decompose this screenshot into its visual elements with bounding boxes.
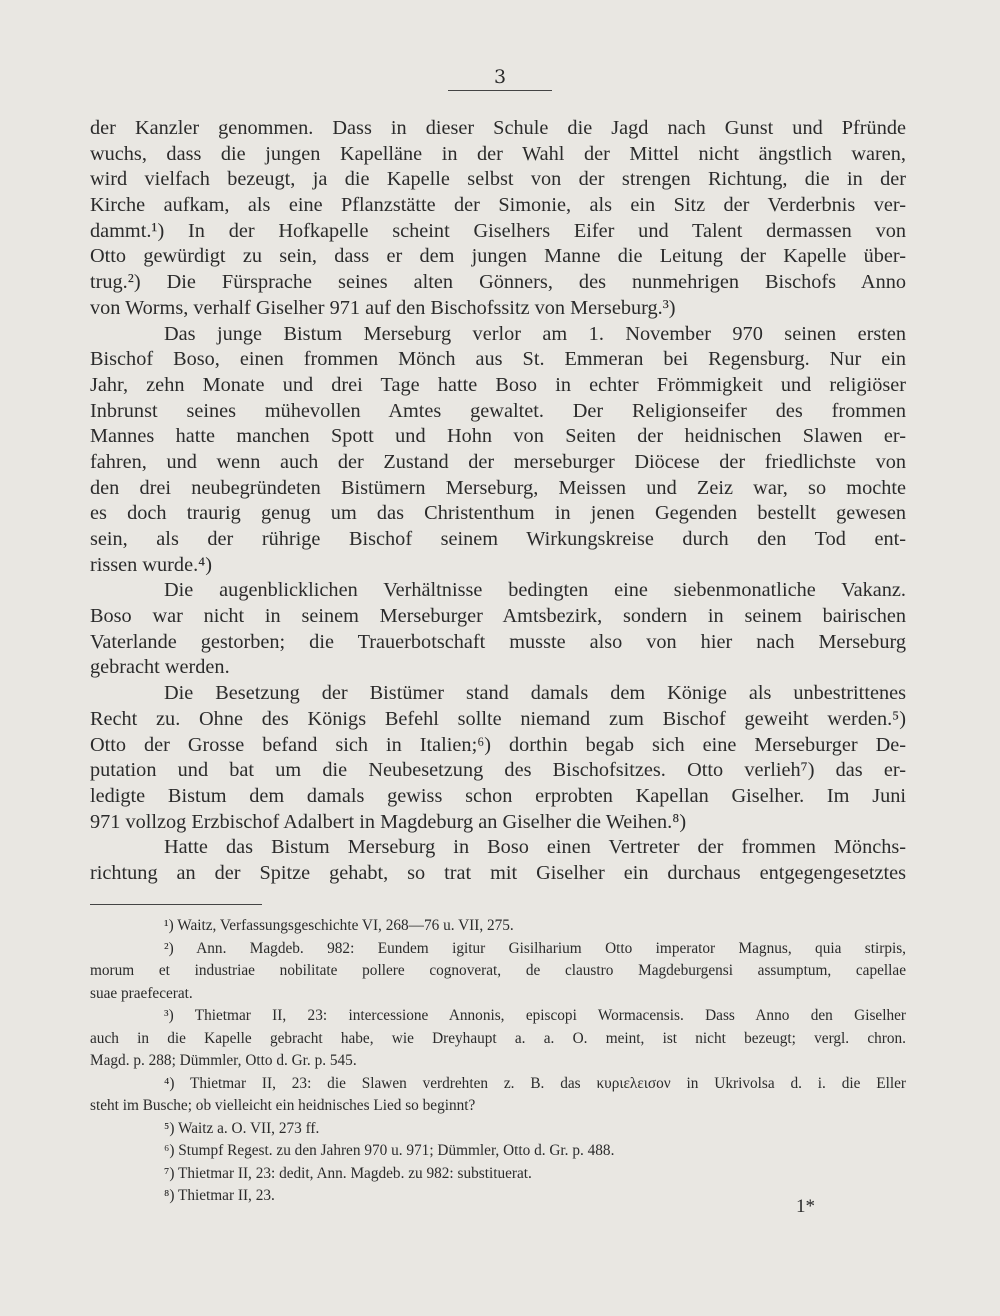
text-line: 971 vollzog Erzbischof Adalbert in Magdeburg an Giselher die Weihen.⁸) [90,810,687,833]
footnote-divider [90,904,262,905]
footnote-line: ⁴) Thietmar II, 23: die Slawen verdrehten z. B. das κυριελεισον in Ukrivolsa d. i. die Eller [164,1074,906,1092]
text-line: Hatte das Bistum Merseburg in Boso einen Vertreter der frommen Mönchs- [164,836,906,859]
text-line: Kirche aufkam, als eine Pflanzstätte der Simonie, als ein Sitz der Verderbnis ver- [90,194,906,217]
text-line: Recht zu. Ohne des Königs Befehl sollte niemand zum Bischof geweiht werden.⁵) [90,707,906,730]
text-line: Jahr, zehn Monate und drei Tage hatte Boso in echter Frömmigkeit und religiöser [90,373,906,396]
text-line: von Worms, verhalf Giselher 971 auf den Bischofssitz von Merseburg.³) [90,296,676,319]
footnote-line: ⁷) Thietmar II, 23: dedit, Ann. Magdeb. zu 982: substituerat. [164,1164,532,1182]
text-line: Das junge Bistum Merseburg verlor am 1. November 970 seinen ersten [164,322,906,345]
text-line: trug.²) Die Fürsprache seines alten Gönners, des nunmehrigen Bischofs Anno [90,271,906,294]
footnote-line: steht im Busche; ob vielleicht ein heidnisches Lied so beginnt? [90,1097,476,1114]
text-line: sein, als der rührige Bischof seinem Wirkungskreise durch den Tod ent- [90,528,906,550]
text-line: rissen wurde.⁴) [90,553,212,576]
text-line: Bischof Boso, einen frommen Mönch aus St. Emmeran bei Regensburg. Nur ein [90,348,906,371]
text-line: Die augenblicklichen Verhältnisse bedingten eine siebenmonatliche Vakanz. [164,579,906,602]
body-text [90,116,906,887]
text-line: Die Besetzung der Bistümer stand damals dem Könige als unbestrittenes [164,682,906,705]
footnote-line: ³) Thietmar II, 23: intercessione Annonis, episcopi Wormacensis. Dass Anno den Giselher [164,1007,906,1024]
text-line: putation und bat um die Neubesetzung des Bischofsitzes. Otto verlieh⁷) das er- [90,759,906,782]
text-line: dammt.¹) In der Hofkapelle scheint Giselhers Eifer und Talent dermassen von [90,219,906,242]
text-line: es doch traurig genug um das Christenthum in jenen Gegenden bestellt gewesen [90,502,906,525]
footnote-line: auch in die Kapelle gebracht habe, wie Dreyhaupt a. a. O. meint, ist nicht bezeugt; vergl. chron. [90,1029,906,1047]
text-line: Vaterlande gestorben; die Trauerbotschaft musste also von hier nach Merseburg [90,630,906,653]
signature-mark: 1* [796,1196,815,1217]
text-line: Mannes hatte manchen Spott und Hohn von Seiten der heidnischen Slawen er- [90,425,906,448]
text-line: wuchs, dass die jungen Kapelläne in der Wahl der Mittel nicht ängstlich waren, [90,142,906,165]
page-number: 3 [448,66,552,91]
text-line: gebracht werden. [90,656,230,679]
text-line: Inbrunst seines mühevollen Amtes gewaltet. Der Religionseifer des frommen [90,399,906,422]
text-line: fahren, und wenn auch der Zustand der merseburger Diöcese der friedlichste von [90,450,906,473]
footnotes [90,915,906,1208]
footnote-line: morum et industriae nobilitate pollere cognoverat, de claustro Magdeburgensi assumptum, capellae [90,962,906,979]
footnote-line: ⁵) Waitz a. O. VII, 273 ff. [164,1119,320,1137]
footnote-line: Magd. p. 288; Dümmler, Otto d. Gr. p. 545. [90,1052,357,1069]
text-line: der Kanzler genommen. Dass in dieser Schule die Jagd nach Gunst und Pfründe [90,117,906,139]
text-line: Otto gewürdigt zu sein, dass er dem jungen Manne die Leitung der Kapelle über- [90,245,906,268]
text-line: ledigte Bistum dem damals gewiss schon erprobten Kapellan Giselher. Im Juni [90,784,906,807]
text-line: den drei neubegründeten Bistümern Merseburg, Meissen und Zeiz war, so mochte [90,476,906,499]
footnote-line: ⁸) Thietmar II, 23. [164,1187,275,1204]
text-line: Otto der Grosse befand sich in Italien;⁶) dorthin begab sich eine Merseburger De- [90,733,906,756]
footnote-line: ²) Ann. Magdeb. 982: Eundem igitur Gisilharium Otto imperator Magnus, quia stirpis, [164,939,906,957]
footnote-line: ¹) Waitz, Verfassungsgeschichte VI, 268—76 u. VII, 275. [164,917,514,934]
text-line: Boso war nicht in seinem Merseburger Amtsbezirk, sondern in seinem bairischen [90,605,906,628]
text-line: richtung an der Spitze gehabt, so trat mit Giselher ein durchaus entgegengesetztes [90,861,906,884]
footnote-line: ⁶) Stumpf Regest. zu den Jahren 970 u. 971; Dümmler, Otto d. Gr. p. 488. [164,1142,615,1159]
text-line: wird vielfach bezeugt, ja die Kapelle selbst von der strengen Richtung, die in der [90,168,906,191]
footnote-line: suae praefecerat. [90,984,193,1002]
